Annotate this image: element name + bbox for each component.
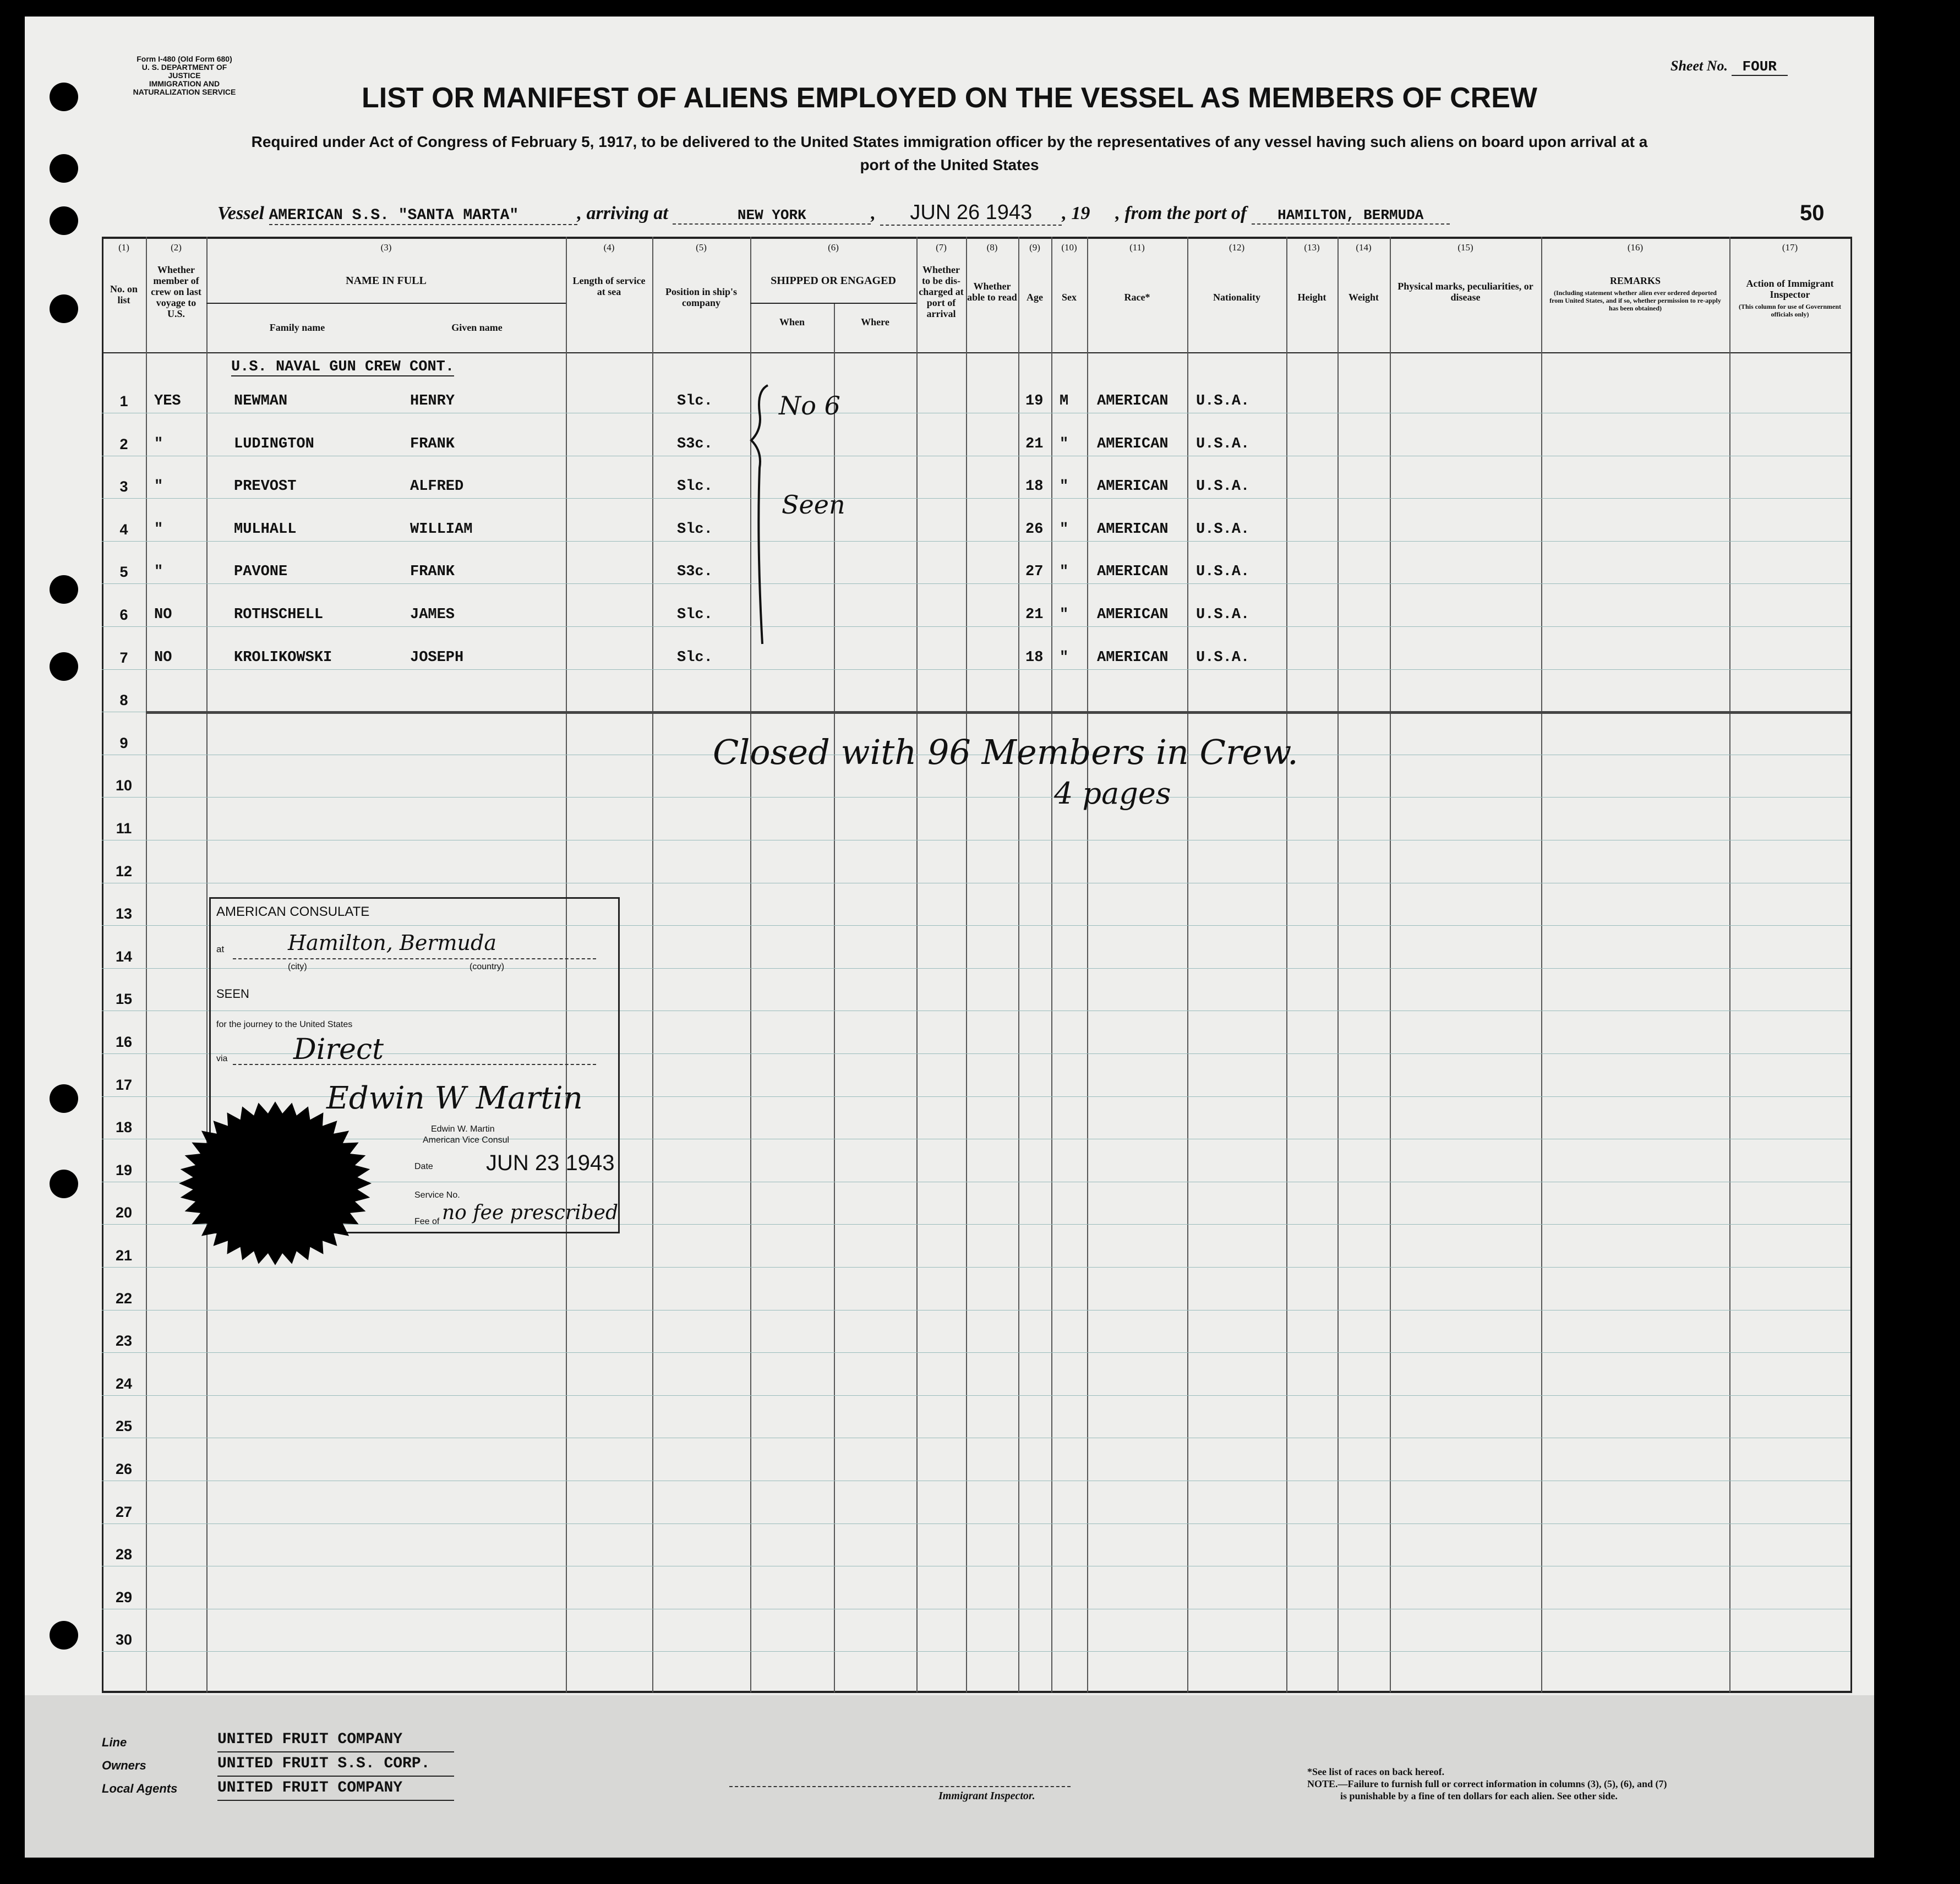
col-num: (16): [1627, 242, 1644, 253]
col-num: (7): [936, 242, 947, 253]
col-num: (15): [1457, 242, 1473, 253]
row-family-name: MULHALL: [234, 521, 297, 538]
row-prev-voyage: NO: [154, 649, 172, 666]
col-sep: [966, 237, 967, 1692]
row-prev-voyage: ": [154, 564, 163, 580]
row-position: Slc.: [677, 478, 713, 495]
row-number: 21: [115, 1247, 133, 1264]
sheet-label: Sheet No.: [1670, 58, 1728, 74]
stamp-city-label: (city): [288, 962, 307, 971]
footer-note-races: *See list of races on back hereof.: [1307, 1766, 1445, 1777]
inspector-label: Immigrant Inspector.: [938, 1790, 1035, 1802]
stamp-via-value: Direct: [293, 1033, 384, 1066]
stamp-service-label: Service No.: [414, 1191, 460, 1200]
row-sex: ": [1060, 478, 1069, 495]
stamp-journey: for the journey to the United States: [216, 1020, 353, 1029]
closing-note: Closed with 96 Members in Crew.: [713, 732, 1298, 772]
col-head-discharged: Whether to be dis-charged at port of arrival: [919, 264, 964, 319]
col-head-inspector-note: (This column for use of Government officials only): [1738, 303, 1842, 318]
col-num: (13): [1304, 242, 1320, 253]
row-given-name: JAMES: [410, 607, 455, 623]
row-number: 3: [119, 478, 128, 495]
col-head-weight: Weight: [1348, 292, 1379, 303]
col-sep: [1051, 237, 1052, 1692]
row-race: AMERICAN: [1097, 436, 1169, 452]
row-number: 14: [115, 948, 133, 965]
row-number: 28: [115, 1546, 133, 1563]
footer-values: [217, 1728, 454, 1801]
row-given-name: FRANK: [410, 436, 455, 452]
row-number: 30: [115, 1631, 133, 1648]
section-heading: U.S. NAVAL GUN CREW CONT.: [231, 359, 455, 375]
footer-line-value: UNITED FRUIT COMPANY: [217, 1728, 454, 1752]
row-position: Slc.: [677, 649, 713, 666]
stamp-seen: SEEN: [216, 987, 249, 1001]
col-num: (1): [118, 242, 129, 253]
row-prev-voyage: ": [154, 478, 163, 495]
footer-note-penalty-2: is punishable by a fine of ten dollars for each alien. See other side.: [1340, 1790, 1618, 1801]
handwritten-note-seen: Seen: [782, 490, 845, 520]
row-given-name: HENRY: [410, 393, 455, 409]
col-num: (5): [696, 242, 707, 253]
col-sep: [1390, 237, 1391, 1692]
row-sex: ": [1060, 521, 1069, 538]
subtitle-line-2: port of the United States: [860, 156, 1039, 173]
col-head-sex: Sex: [1062, 292, 1077, 303]
row-prev-voyage: YES: [154, 393, 181, 409]
col-head-position: Position in ship's company: [665, 286, 738, 308]
arrival-port: NEW YORK: [673, 207, 871, 225]
inspector-signature-line: [729, 1786, 1071, 1787]
row-age: 21: [1025, 436, 1044, 452]
row-sex: ": [1060, 436, 1069, 452]
col-head-inspector: Action of Immigrant Inspector: [1746, 278, 1834, 300]
manifest-sheet: [25, 17, 1874, 1858]
subtitle-line-1: Required under Act of Congress of February 5, 1917, to be delivered to the United States immigration officer by the representatives of any vessel having such aliens on board upon arrival at a: [251, 133, 1648, 150]
row-number: 23: [115, 1333, 133, 1349]
row-line: [102, 626, 1850, 627]
row-line: [102, 669, 1850, 670]
row-number: 8: [119, 692, 128, 708]
col-head-when: When: [779, 316, 805, 327]
vessel-line: Vessel AMERICAN S.S. "SANTA MARTA" , arriving at NEW YORK , JUN 26 1943 , 19 , from the port of HAMILTON, BERMUDA: [217, 201, 1450, 226]
service-name: IMMIGRATION AND NATURALIZATION SERVICE: [133, 79, 236, 96]
form-id: Form I-480 (Old Form 680): [137, 54, 232, 63]
row-nationality: U.S.A.: [1196, 649, 1250, 666]
col-sep: [1018, 237, 1019, 1692]
row-number: 15: [115, 991, 133, 1007]
sheet-number-block: [1670, 58, 1788, 75]
row-number: 27: [115, 1504, 133, 1520]
col-head-where: Where: [861, 316, 889, 327]
page-title: LIST OR MANIFEST OF ALIENS EMPLOYED ON THE VESSEL AS MEMBERS OF CREW: [362, 82, 1537, 114]
col-head-service: Length of service at sea: [572, 275, 646, 297]
punch-hole: [50, 294, 78, 323]
page-number: 50: [1800, 201, 1825, 225]
row-line: [102, 1352, 1850, 1353]
stamp-signature: Edwin W Martin: [326, 1080, 583, 1116]
row-age: 27: [1025, 564, 1044, 580]
row-given-name: WILLIAM: [410, 521, 473, 538]
row-family-name: ROTHSCHELL: [234, 607, 324, 623]
col-num: (4): [603, 242, 615, 253]
col-num: (10): [1061, 242, 1077, 253]
footer-owners-label: Owners: [102, 1759, 146, 1772]
row-nationality: U.S.A.: [1196, 521, 1250, 538]
row-number: 1: [119, 393, 128, 409]
departure-port: HAMILTON, BERMUDA: [1252, 207, 1450, 225]
row-line: [102, 1395, 1850, 1396]
col-sep: [916, 237, 918, 1692]
row-race: AMERICAN: [1097, 521, 1169, 538]
row-prev-voyage: ": [154, 436, 163, 452]
col-num: (2): [171, 242, 182, 253]
stamp-at-value: Hamilton, Bermuda: [288, 931, 496, 955]
col-head-physical: Physical marks, peculiarities, or disease: [1397, 281, 1533, 303]
table-right-border: [1850, 237, 1852, 1692]
row-number: 17: [115, 1077, 133, 1093]
stamp-header: AMERICAN CONSULATE: [216, 904, 370, 919]
row-age: 19: [1025, 393, 1044, 409]
col-sep: [146, 237, 147, 1692]
arriving-label: arriving at: [586, 203, 668, 223]
embossed-seal: [165, 1087, 396, 1285]
punch-hole: [50, 1084, 78, 1113]
row-line: [102, 1651, 1850, 1652]
row-number: 12: [115, 863, 133, 880]
col-sep: [1187, 237, 1188, 1692]
row-age: 21: [1025, 607, 1044, 623]
footer-owners-value: UNITED FRUIT S.S. CORP.: [217, 1752, 454, 1777]
col-head-race: Race*: [1124, 292, 1150, 303]
col-head-remarks-note: (Including statement whether alien ever ordered deported from United States, and if so, whether permission to re-apply has been obtained): [1549, 289, 1721, 312]
name-subhead-rule: [206, 303, 566, 304]
row-number: 26: [115, 1461, 133, 1477]
stamp-via-line: [233, 1064, 596, 1065]
col-head-read: Whether able to read: [967, 281, 1017, 303]
vessel-label: Vessel: [217, 203, 264, 223]
from-label: from the port of: [1124, 203, 1247, 223]
row-number: 11: [116, 820, 132, 837]
col-num: (12): [1229, 242, 1245, 253]
row-race: AMERICAN: [1097, 478, 1169, 495]
col-num: (11): [1129, 242, 1145, 253]
col-head-nationality: Nationality: [1213, 292, 1260, 303]
table-bottom-border: [102, 1691, 1852, 1693]
row-line: [102, 541, 1850, 542]
col-head-prev-voyage: Whether member of crew on last voyage to U.S.: [151, 264, 201, 319]
row-sex: ": [1060, 607, 1069, 623]
vessel-name: AMERICAN S.S. "SANTA MARTA": [269, 207, 577, 225]
row-nationality: U.S.A.: [1196, 564, 1250, 580]
col-sep: [1729, 237, 1730, 1692]
col-head-name: NAME IN FULL: [346, 275, 427, 287]
stamp-via-label: via: [216, 1054, 228, 1063]
col-sep: [1541, 237, 1542, 1692]
row-given-name: ALFRED: [410, 478, 464, 495]
col-sep: [206, 237, 208, 1692]
row-position: Slc.: [677, 393, 713, 409]
row-number: 6: [119, 607, 128, 623]
row-number: 29: [115, 1589, 133, 1606]
footer-line-label: Line: [102, 1735, 127, 1749]
row-sex: ": [1060, 564, 1069, 580]
table-top-border: [102, 237, 1852, 239]
footer-notes: [1307, 1766, 1667, 1802]
sheet-number: FOUR: [1732, 58, 1788, 76]
row-nationality: U.S.A.: [1196, 607, 1250, 623]
row-number: 19: [115, 1162, 133, 1178]
row-family-name: PAVONE: [234, 564, 288, 580]
stamp-at-label: at: [216, 944, 225, 954]
stamp-date-label: Date: [414, 1162, 433, 1171]
stamp-signer-title: American Vice Consul: [423, 1135, 510, 1145]
row-age: 18: [1025, 649, 1044, 666]
row-sex: M: [1060, 393, 1069, 409]
stamp-country-label: (country): [469, 962, 505, 971]
footer-note-penalty: NOTE.—Failure to furnish full or correct information in columns (3), (5), (6), and (7): [1307, 1778, 1667, 1789]
pages-note: 4 pages: [1054, 776, 1171, 811]
row-sex: ": [1060, 649, 1069, 666]
row-number: 9: [119, 735, 128, 751]
row-nationality: U.S.A.: [1196, 393, 1250, 409]
col-head-remarks: REMARKS: [1609, 275, 1661, 286]
col-sep: [1337, 237, 1339, 1692]
col-head-shipped: SHIPPED OR ENGAGED: [771, 275, 896, 287]
row-number: 24: [115, 1375, 133, 1392]
closing-rule: [146, 711, 1850, 714]
row-race: AMERICAN: [1097, 649, 1169, 666]
row-given-name: JOSEPH: [410, 649, 464, 666]
stamp-fee-of-label: Fee of: [414, 1217, 440, 1226]
row-race: AMERICAN: [1097, 393, 1169, 409]
row-family-name: KROLIKOWSKI: [234, 649, 332, 666]
row-number: 10: [115, 777, 133, 794]
row-nationality: U.S.A.: [1196, 478, 1250, 495]
col-num: (6): [828, 242, 839, 253]
row-family-name: LUDINGTON: [234, 436, 314, 452]
col-sep: [652, 237, 653, 1692]
arrival-date: JUN 26 1943: [880, 201, 1062, 226]
row-number: 7: [119, 649, 128, 666]
row-line: [102, 1523, 1850, 1524]
row-position: S3c.: [677, 564, 713, 580]
year-label: 19: [1071, 203, 1090, 223]
footer-labels: [102, 1731, 177, 1800]
shipped-subhead-rule: [750, 303, 916, 304]
punch-hole: [50, 652, 78, 681]
row-number: 22: [115, 1290, 133, 1307]
row-position: Slc.: [677, 607, 713, 623]
punch-hole: [50, 1621, 78, 1650]
row-line: [102, 498, 1850, 499]
row-line: [102, 797, 1850, 798]
row-number: 18: [115, 1119, 133, 1135]
row-number: 4: [119, 521, 128, 538]
col-head-age: Age: [1027, 292, 1043, 303]
row-number: 20: [115, 1204, 133, 1221]
stamp-date-value: JUN 23 1943: [486, 1151, 615, 1175]
row-race: AMERICAN: [1097, 607, 1169, 623]
col-sep: [1087, 237, 1088, 1692]
footer-agents-label: Local Agents: [102, 1782, 178, 1795]
row-position: Slc.: [677, 521, 713, 538]
punch-hole: [50, 206, 78, 235]
header-bottom-border: [102, 352, 1852, 353]
row-given-name: FRANK: [410, 564, 455, 580]
col-head-family: Family name: [269, 322, 325, 333]
col-head-given: Given name: [451, 322, 503, 333]
col-head-no: No. on list: [110, 283, 138, 305]
col-num: (14): [1356, 242, 1372, 253]
row-number: 25: [115, 1418, 133, 1434]
punch-hole: [50, 1170, 78, 1198]
row-number: 5: [119, 564, 128, 580]
col-head-height: Height: [1297, 292, 1326, 303]
row-family-name: PREVOST: [234, 478, 297, 495]
row-prev-voyage: ": [154, 521, 163, 538]
department: U. S. DEPARTMENT OF JUSTICE: [141, 63, 227, 80]
col-num: (17): [1782, 242, 1798, 253]
col-num: (8): [986, 242, 998, 253]
row-race: AMERICAN: [1097, 564, 1169, 580]
col-num: (3): [380, 242, 392, 253]
row-age: 26: [1025, 521, 1044, 538]
row-nationality: U.S.A.: [1196, 436, 1250, 452]
row-position: S3c.: [677, 436, 713, 452]
footer-agents-value: UNITED FRUIT COMPANY: [217, 1777, 454, 1801]
row-age: 18: [1025, 478, 1044, 495]
stamp-at-line: [233, 958, 596, 959]
stamp-signer-name: Edwin W. Martin: [431, 1124, 495, 1134]
stamp-fee-value: no fee prescribed: [442, 1202, 618, 1224]
row-family-name: NEWMAN: [234, 393, 288, 409]
row-prev-voyage: NO: [154, 607, 172, 623]
row-number: 2: [119, 436, 128, 452]
handwritten-note-no: No 6: [779, 391, 840, 421]
row-number: 16: [115, 1034, 133, 1050]
col-num: (9): [1029, 242, 1040, 253]
row-line: [102, 583, 1850, 584]
punch-hole: [50, 575, 78, 604]
col-sep: [1286, 237, 1287, 1692]
row-number: 13: [115, 905, 133, 922]
